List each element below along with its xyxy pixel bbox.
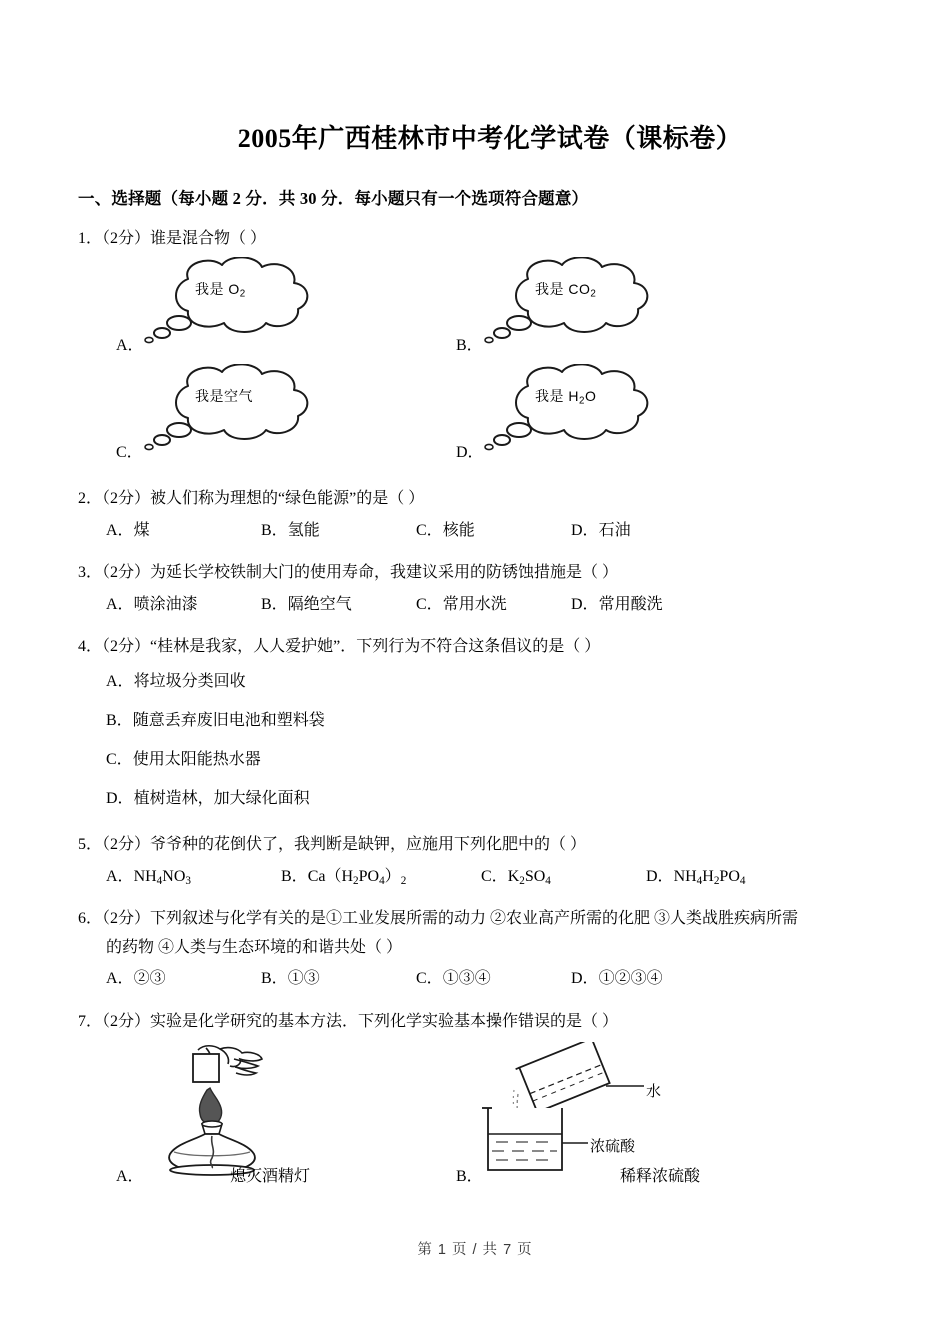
question-7-option-b-water-label: 水 [646,1084,662,1101]
question-1-text: 谁是混合物（ ） [150,230,267,247]
question-6-stem-line2: 的药物 ④人类与生态环境的和谐共处（ ） [106,938,403,956]
question-5-number: 5． [78,836,103,854]
question-5 [78,831,872,892]
option-letter: B． [261,970,288,988]
question-5-option-b[interactable] [281,862,481,892]
option-text: ①③ [287,970,320,988]
question-4-option-a[interactable] [106,662,872,701]
option-letter: A． [106,970,134,988]
option-text: 喷涂油漆 [133,595,198,613]
option-letter: B． [106,711,133,729]
question-1-option-a[interactable] [90,257,420,357]
option-letter: D． [571,521,599,539]
question-4-options [78,662,872,819]
option-letter: C． [106,751,133,769]
question-1-option-a-letter: A． [116,337,144,355]
question-3-number: 3． [78,564,103,582]
thought-bubble-icon [470,257,670,349]
option-formula: $K_2SO_4$ [507,867,551,887]
thought-bubble-icon [470,364,670,456]
question-2-points: （2分） [102,490,151,508]
question-1-points: （2分） [102,230,151,247]
question-1-option-b-text: 我是 $CO_2$ [535,281,597,301]
page-footer: 第 1 页 / 共 7 页 [417,1242,533,1258]
question-7-points: （2分） [102,1012,151,1030]
question-7 [78,1008,872,1192]
question-7-number: 7． [78,1012,103,1030]
question-6-stem [78,905,872,933]
option-text: 常用酸洗 [598,595,663,613]
question-3-options [78,590,872,620]
question-6-points: （2分） [102,910,151,928]
option-letter: A． [106,672,134,690]
question-7-option-a[interactable] [90,1042,430,1192]
option-letter: D． [106,790,134,808]
question-3-option-b[interactable] [261,590,416,620]
option-text: 将垃圾分类回收 [133,672,246,690]
question-4-number: 4． [78,638,103,656]
option-text: 随意丢弃废旧电池和塑料袋 [132,711,325,729]
question-2-option-b[interactable] [261,516,416,546]
question-7-option-a-letter: A． [116,1168,144,1186]
option-letter: A． [106,867,134,885]
question-1-option-c-text: 我是空气 [195,388,253,405]
question-7-options [78,1042,872,1192]
option-letter: C． [416,970,443,988]
question-4-stem [78,633,872,661]
question-3 [78,559,872,620]
question-5-text: 爷爷种的花倒伏了，我判断是缺钾，应施用下列化肥中的（ ） [150,836,587,854]
question-4-text: “桂林是我家，人人爱护她”．下列行为不符合这条倡议的是（ ） [150,638,601,656]
page-title: 2005年广西桂林市中考化学试卷（课标卷） [237,124,743,153]
question-6-text: 下列叙述与化学有关的是①工业发展所需的动力 ②农业高产所需的化肥 ③人类战胜疾病所需 [150,910,799,928]
option-letter: B． [261,595,288,613]
question-7-option-a-caption: 熄灭酒精灯 [230,1168,311,1186]
question-6-option-a[interactable] [106,964,261,994]
question-2-stem [78,485,872,513]
option-letter: A． [106,521,134,539]
question-7-option-b-acid-label: 浓硫酸 [590,1139,636,1156]
question-4-option-d[interactable] [106,779,872,818]
option-text: ②③ [133,970,166,988]
question-3-option-a[interactable] [106,590,261,620]
option-letter: C． [416,595,443,613]
option-letter: B． [261,521,288,539]
option-text: 核能 [442,521,475,539]
question-2-option-c[interactable] [416,516,571,546]
question-1-option-d[interactable] [430,364,760,464]
option-text: 隔绝空气 [287,595,352,613]
option-text: 氢能 [287,521,320,539]
question-1-option-a-text: 我是 $O_2$ [195,281,246,301]
question-1 [78,225,872,472]
question-7-text: 实验是化学研究的基本方法．下列化学实验基本操作错误的是（ ） [150,1012,619,1030]
question-1-option-d-letter: D． [456,444,484,462]
question-2-options [78,516,872,546]
thought-bubble-icon [130,364,330,456]
question-5-stem [78,831,872,859]
question-7-option-b-caption: 稀释浓硫酸 [620,1168,701,1186]
option-text: 煤 [133,521,150,539]
page-content [78,118,872,1205]
question-5-option-d[interactable] [646,862,801,892]
question-6-number: 6． [78,910,103,928]
question-1-number: 1． [78,230,103,247]
question-1-option-b[interactable] [430,257,760,357]
question-3-text: 为延长学校铁制大门的使用寿命，我建议采用的防锈蚀措施是（ ） [150,564,619,582]
question-4 [78,633,872,818]
option-text: ①②③④ [598,970,663,988]
option-letter: A． [106,595,134,613]
question-3-option-d[interactable] [571,590,726,620]
question-1-stem [78,225,872,253]
option-formula: $Ca(H_2PO_4)_2$ [307,867,407,887]
question-6-option-c[interactable] [416,964,571,994]
thought-bubble-icon [130,257,330,349]
option-letter: B． [281,867,308,885]
question-1-options [78,257,872,472]
question-2-option-a[interactable] [106,516,261,546]
question-2 [78,485,872,546]
question-7-stem [78,1008,872,1036]
question-6-options [78,964,872,994]
question-3-option-c[interactable] [416,590,571,620]
dilute-sulfuric-acid-icon [458,1042,718,1177]
question-5-option-c[interactable] [481,862,646,892]
option-formula: $NH_4NO_3$ [133,867,191,887]
question-5-options [78,862,872,892]
question-3-points: （2分） [102,564,151,582]
option-letter: D． [571,970,599,988]
question-7-option-b[interactable] [430,1042,850,1192]
question-3-stem [78,559,872,587]
question-1-option-c-letter: C． [116,444,143,462]
question-6-option-b[interactable] [261,964,416,994]
section-heading: 一、选择题（每小题 2 分．共 30 分．每小题只有一个选项符合题意） [78,189,589,208]
question-5-option-a[interactable] [106,862,281,892]
question-6-option-d[interactable] [571,964,726,994]
option-text: 植树造林，加大绿化面积 [133,790,310,808]
question-2-option-d[interactable] [571,516,726,546]
question-5-points: （2分） [102,836,151,854]
option-text: ①③④ [442,970,491,988]
question-2-number: 2． [78,490,103,508]
question-4-points: （2分） [102,638,151,656]
alcohol-lamp-icon [138,1042,308,1177]
option-text: 使用太阳能热水器 [132,751,261,769]
question-7-option-b-letter: B． [456,1168,483,1186]
option-text: 常用水洗 [442,595,507,613]
question-1-option-c[interactable] [90,364,420,464]
option-formula: $NH_4H_2PO_4$ [673,867,746,887]
option-letter: C． [481,867,508,885]
question-1-option-d-text: 我是 $H_2O$ [535,388,597,408]
option-letter: D． [646,867,674,885]
question-4-option-c[interactable] [106,740,872,779]
question-1-option-b-letter: B． [456,337,483,355]
question-2-text: 被人们称为理想的“绿色能源”的是（ ） [150,490,425,508]
option-letter: D． [571,595,599,613]
question-6 [78,905,872,994]
option-letter: C． [416,521,443,539]
question-4-option-b[interactable] [106,701,872,740]
option-text: 石油 [598,521,631,539]
